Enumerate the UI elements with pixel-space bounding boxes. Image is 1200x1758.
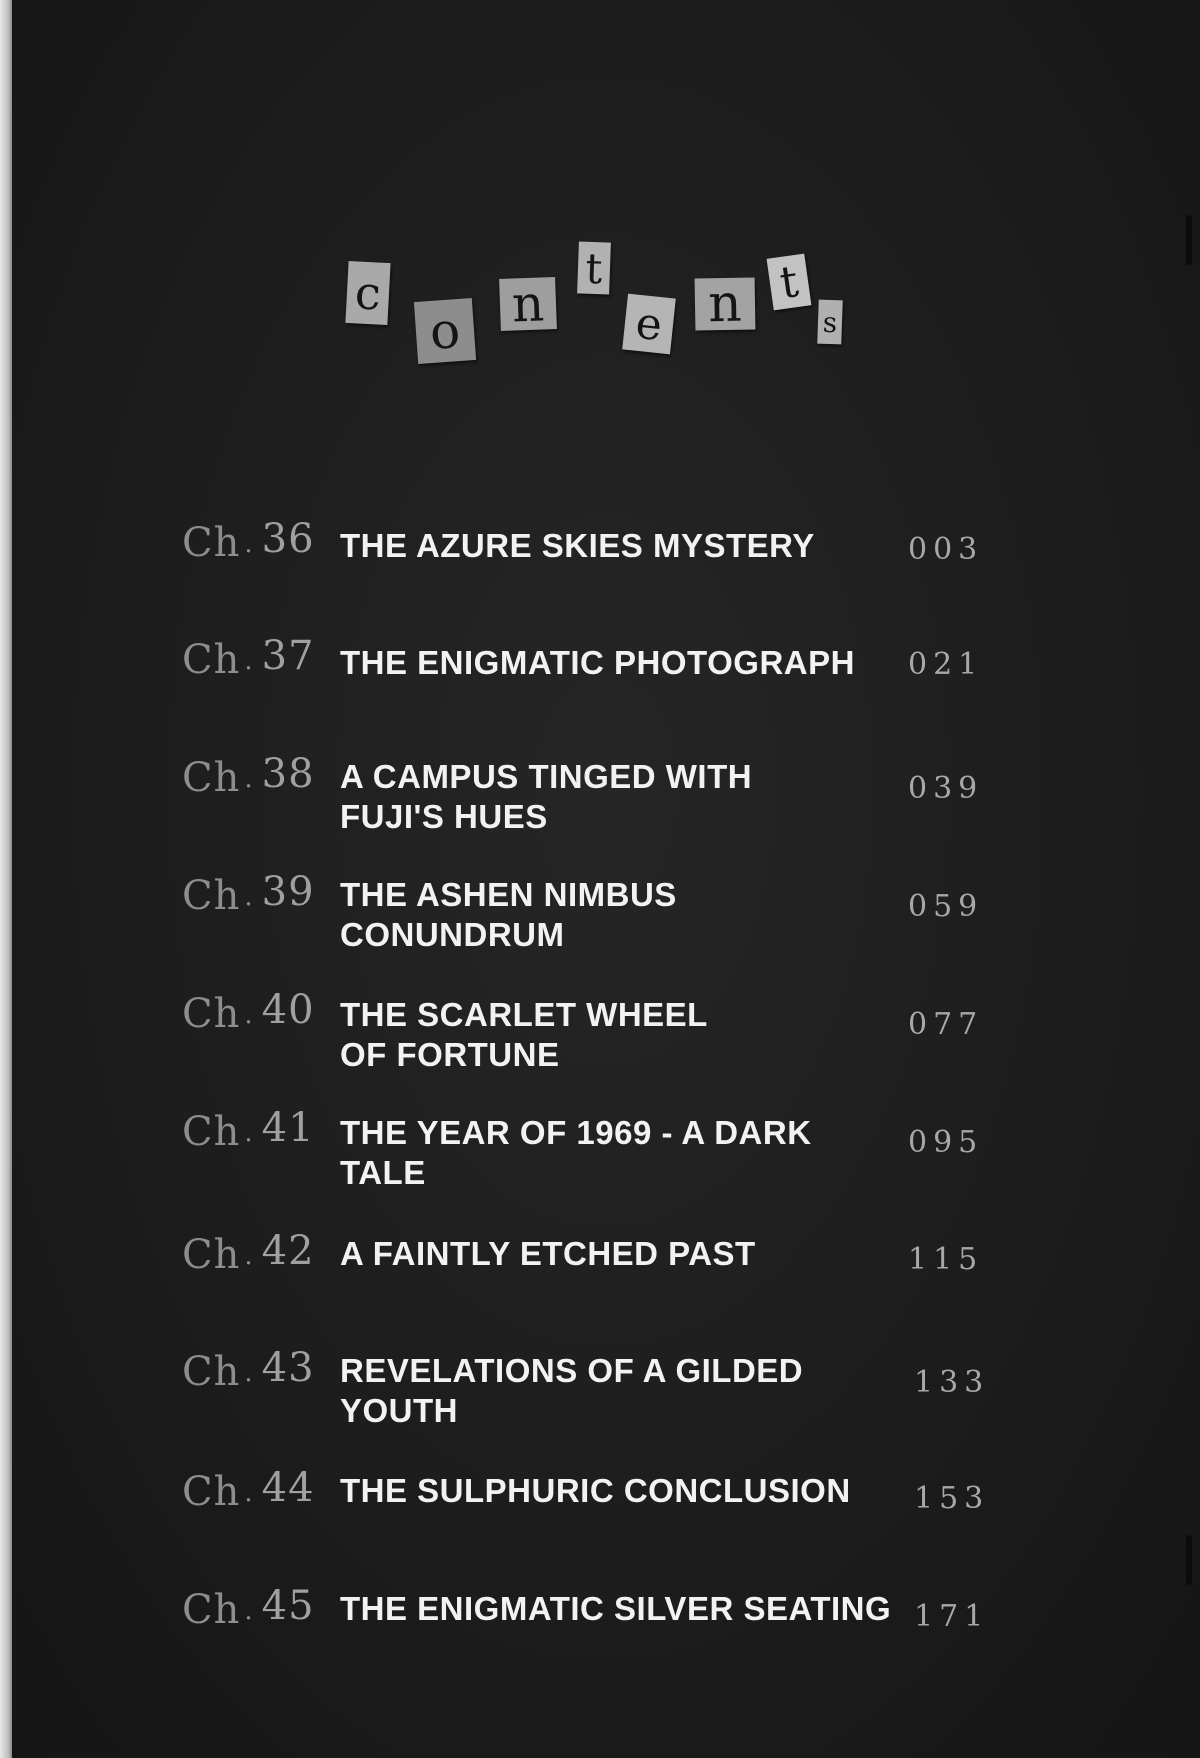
chapter-number: 43 [261, 1345, 315, 1391]
chapter-title: THE ENIGMATIC PHOTOGRAPH [340, 644, 855, 681]
chapter-title: THE YEAR OF 1969 - A DARK TALE [340, 1114, 812, 1191]
page-number: 039 [908, 771, 984, 806]
chapter-number: 41 [261, 1105, 315, 1151]
binding-mark-bottom [1186, 1535, 1192, 1585]
chapter-label: Ch · 45 [182, 1583, 315, 1634]
title-letter-tile [499, 274, 557, 334]
chapter-prefix: Ch [182, 873, 241, 919]
chapter-prefix: Ch [182, 520, 241, 566]
chapter-number: 44 [261, 1465, 315, 1511]
title-letter-tile [767, 254, 812, 311]
page-number: 021 [908, 647, 984, 682]
chapter-prefix: Ch [182, 755, 241, 801]
title-letter-tile [622, 294, 676, 355]
chapter-number: 39 [261, 869, 315, 915]
chapter-number: 45 [261, 1583, 315, 1629]
chapter-label: Ch · 43 [182, 1345, 315, 1396]
chapter-title: A CAMPUS TINGED WITH FUJI'S HUES [340, 758, 753, 835]
page-number: 077 [908, 1007, 984, 1042]
chapter-title: A FAINTLY ETCHED PAST [340, 1235, 756, 1272]
chapter-label: Ch · 38 [182, 751, 315, 802]
chapter-title: REVELATIONS OF A GILDED YOUTH [340, 1352, 804, 1429]
page-number: 133 [914, 1365, 990, 1400]
chapter-label: Ch · 42 [182, 1228, 315, 1279]
chapter-number: 42 [261, 1228, 315, 1274]
chapter-title: THE AZURE SKIES MYSTERY [340, 527, 815, 564]
chapter-prefix: Ch [182, 1469, 241, 1515]
chapter-label: Ch · 36 [182, 516, 315, 567]
page-number: 115 [908, 1242, 984, 1277]
title-letter-tile [695, 273, 756, 335]
chapter-number: 37 [261, 633, 315, 679]
chapter-prefix: Ch [182, 1349, 241, 1395]
page-number: 003 [908, 532, 984, 567]
chapter-prefix: Ch [182, 1232, 241, 1278]
page-number: 153 [914, 1481, 990, 1516]
chapter-label: Ch · 44 [182, 1465, 315, 1516]
title-letter: o [427, 301, 463, 361]
title-letter: c [353, 265, 383, 321]
chapter-number: 40 [261, 987, 315, 1033]
chapter-title: THE SCARLET WHEEL OF FORTUNE [340, 996, 708, 1073]
title-letter: t [776, 255, 802, 309]
chapter-label: Ch · 41 [182, 1105, 315, 1156]
contents-title [0, 0, 1200, 400]
chapter-number: 38 [261, 751, 315, 797]
title-letter: n [510, 274, 546, 334]
chapter-prefix: Ch [182, 1109, 241, 1155]
page-number: 171 [914, 1599, 990, 1634]
page-number: 059 [908, 889, 984, 924]
page-number: 095 [908, 1125, 984, 1160]
title-letter-tile [577, 241, 611, 294]
title-letter: e [633, 297, 665, 351]
title-letter-tile [817, 300, 843, 345]
chapter-title: THE SULPHURIC CONCLUSION [340, 1472, 851, 1509]
chapter-prefix: Ch [182, 991, 241, 1037]
title-letter: n [707, 273, 743, 335]
chapter-label: Ch · 39 [182, 869, 315, 920]
chapter-title: THE ASHEN NIMBUS CONUNDRUM [340, 876, 677, 953]
chapter-label: Ch · 40 [182, 987, 315, 1038]
title-letter: t [584, 243, 604, 293]
chapter-number: 36 [261, 516, 315, 562]
chapter-prefix: Ch [182, 637, 241, 683]
chapter-label: Ch · 37 [182, 633, 315, 684]
chapter-title: THE ENIGMATIC SILVER SEATING [340, 1590, 892, 1627]
title-letter: s [822, 305, 838, 339]
title-letter-tile [345, 261, 390, 325]
chapter-prefix: Ch [182, 1587, 241, 1633]
title-letter-tile [414, 298, 476, 364]
